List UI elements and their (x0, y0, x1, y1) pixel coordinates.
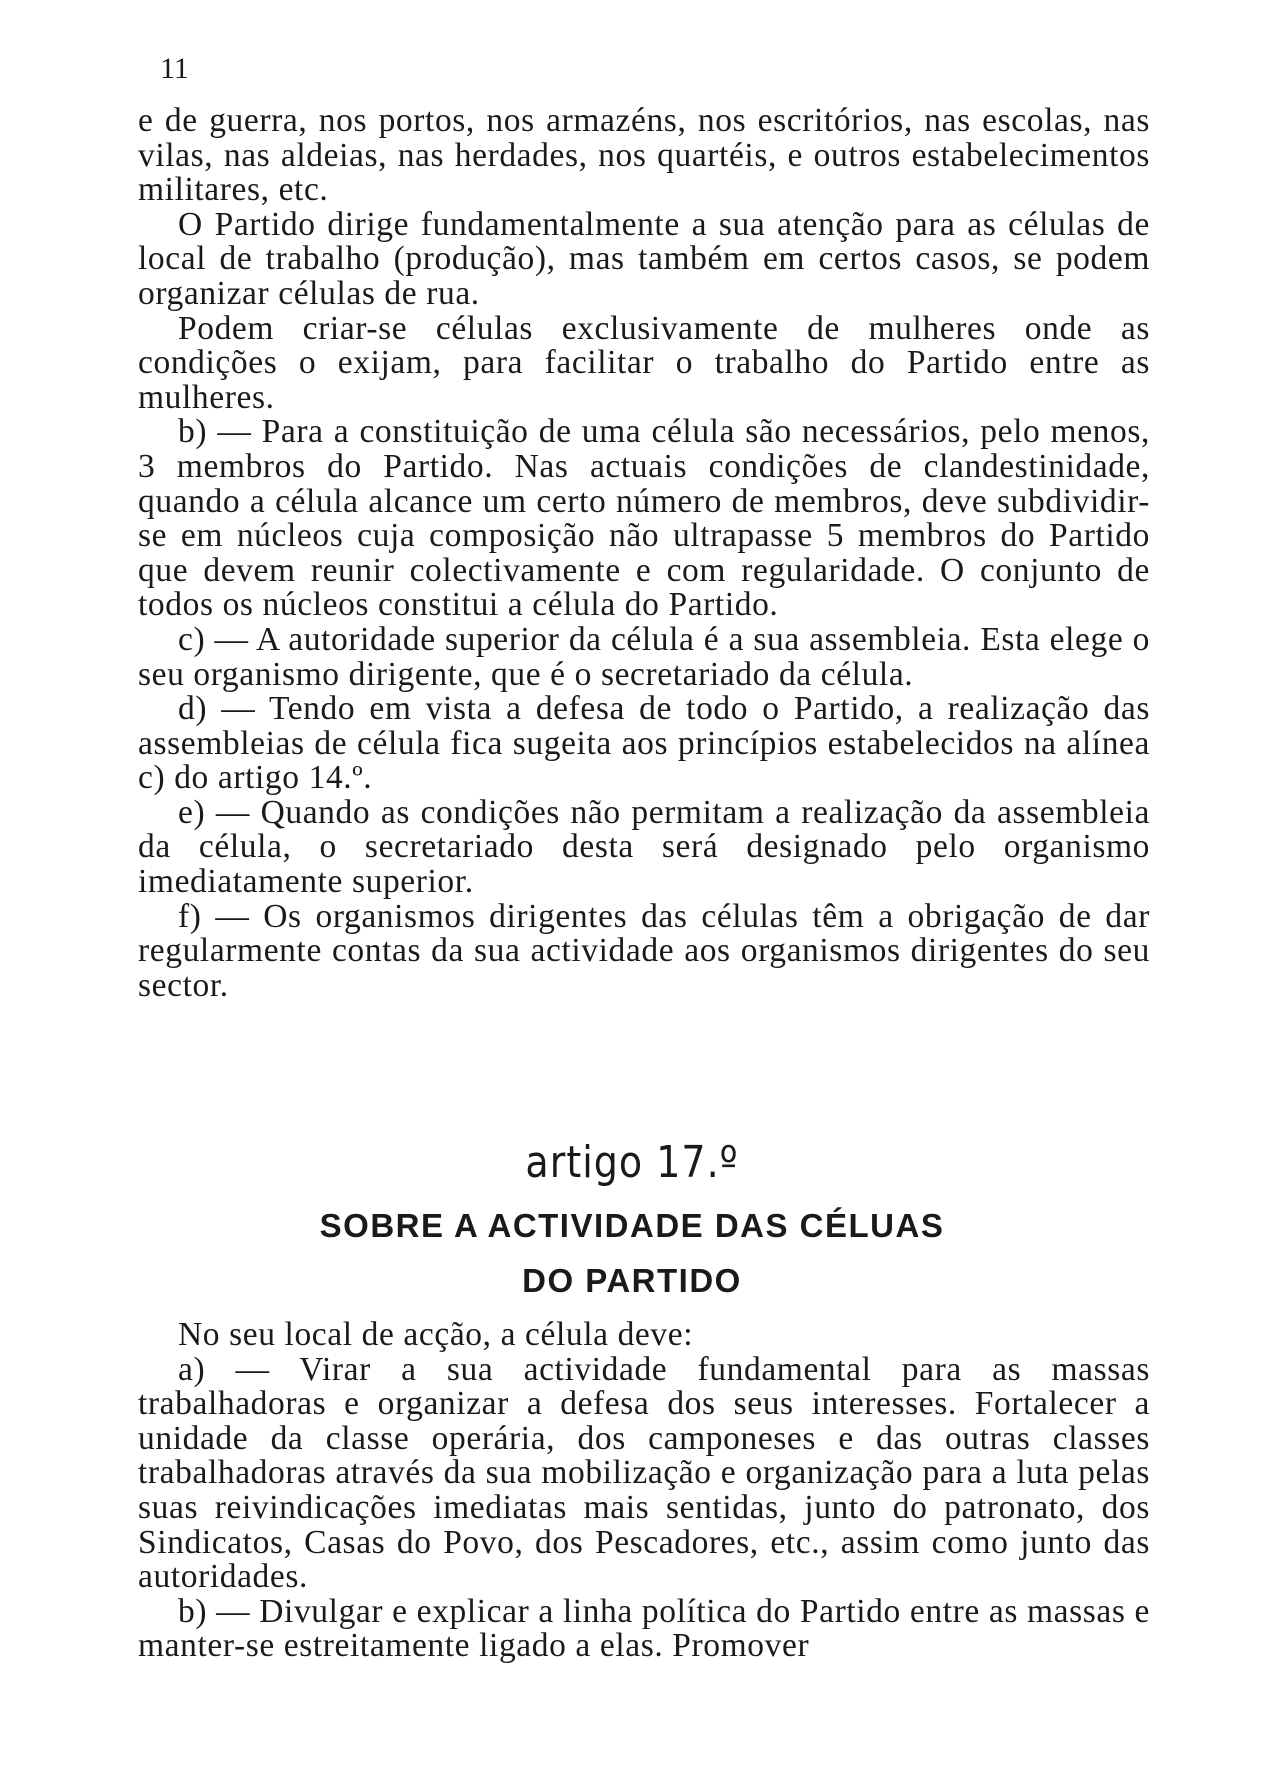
paragraph-women-cells: Podem criar-se células exclusivamente de mulheres onde as condições o exijam, para facilitar o trabalho do Partido entre as mulheres. (138, 309, 1150, 416)
section-title-line-1: SOBRE A ACTIVIDADE DAS CÉLUAS (319, 1207, 945, 1244)
section-title-line-2: DO PARTIDO (522, 1262, 742, 1299)
article-heading: artigo 17.º (525, 1136, 739, 1188)
intro-text-block (138, 104, 1150, 1003)
paragraph-continuation: e de guerra, nos portos, nos armazéns, nos escritórios, nas escolas, nas vilas, nas aldeias, nas herdades, nos quartéis, e outros estabelecimentos militares, etc. (138, 102, 1150, 209)
page-number: 11 (160, 52, 189, 85)
paragraph-item-f: f) — Os organismos dirigentes das células têm a obrigação de dar regularmente contas da sua actividade aos organismos dirigentes do seu sector. (138, 897, 1150, 1004)
paragraph-article-item-b: b) — Divulgar e explicar a linha política do Partido entre as massas e manter-se estreitamente ligado a elas. Promover (138, 1592, 1150, 1665)
paragraph-item-b: b) — Para a constituição de uma célula são necessários, pelo menos, 3 membros do Partido. Nas actuais condições de clandestinidade, quando a célula alcance um certo número de membros, deve subdividir-se em núcleos cuja composição não ultrapasse 5 membros do Partido que devem reunir colectivamente e com regularidade. O conjunto de todos os núcleos constitui a célula do Partido. (138, 413, 1150, 624)
article-text-block (138, 1318, 1150, 1664)
paragraph-item-e: e) — Quando as condições não permitam a realização da assembleia da célula, o secretariado desta será designado pelo organismo imediatamente superior. (138, 793, 1150, 901)
paragraph-item-c: c) — A autoridade superior da célula é a sua assembleia. Esta elege o seu organismo dirigente, que é o secretariado da célula. (138, 620, 1150, 693)
paragraph-item-d: d) — Tendo em vista a defesa de todo o Partido, a realização das assembleias de célula fica sugeita aos princípios estabelecidos na alínea c) do artigo 14.º. (138, 690, 1150, 797)
paragraph-cell-focus: O Partido dirige fundamentalmente a sua atenção para as células de local de trabalho (produção), mas também em certos casos, se podem organizar células de rua. (138, 205, 1150, 312)
paragraph-article-intro: No seu local de acção, a célula deve: (178, 1316, 694, 1353)
paragraph-article-item-a: a) — Virar a sua actividade fundamental para as massas trabalhadoras e organizar a defesa dos seus interesses. Fortalecer a unidade da classe operária, dos camponeses e das outras classes trabalhadoras através da sua mobilização e organização para a luta pelas suas reivindicações imediatas mais sentidas, junto do patronato, dos Sindicatos, Casas do Povo, dos Pescadores, etc., assim como junto das autoridades. (138, 1350, 1150, 1596)
